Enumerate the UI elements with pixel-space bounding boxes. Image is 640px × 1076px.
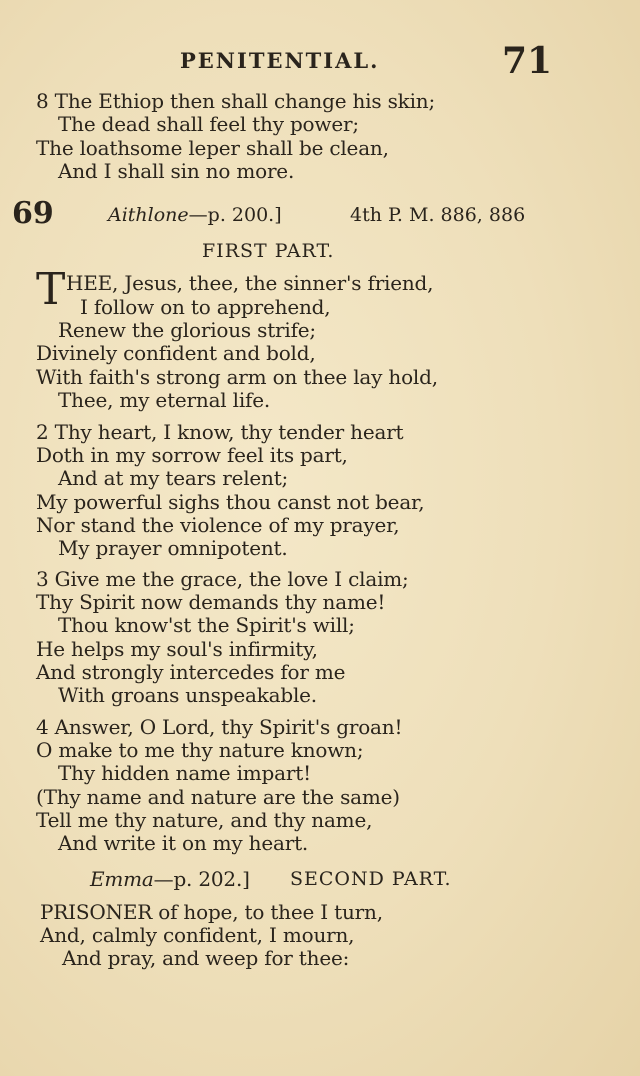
verse-line: O make to me thy nature known; — [36, 738, 364, 762]
verse-line: HEE, Jesus, thee, the sinner's friend, — [66, 271, 434, 295]
verse-line: And I shall sin no more. — [58, 159, 295, 183]
verse-line: With faith's strong arm on thee lay hold, — [36, 365, 438, 389]
verse-line: The loathsome leper shall be clean, — [36, 136, 389, 160]
verse-line: My powerful sighs thou canst not bear, — [36, 490, 425, 514]
hymn-number: 69 — [12, 196, 54, 231]
second-part-heading: SECOND PART. — [290, 868, 452, 890]
verse-line: 3 Give me the grace, the love I claim; — [36, 567, 409, 591]
verse-line: Doth in my sorrow feel its part, — [36, 443, 348, 467]
verse-line: Thee, my eternal life. — [58, 388, 271, 412]
verse-line: 4 Answer, O Lord, thy Spirit's groan! — [36, 715, 403, 739]
verse-line: And write it on my heart. — [58, 831, 309, 855]
verse-line: (Thy name and nature are the same) — [36, 785, 400, 809]
tune-page-ref: —p. 202.] — [153, 867, 250, 891]
tune-name: Aithlone — [108, 204, 189, 226]
meter: 4th P. M. 886, 886 — [350, 204, 526, 226]
tune-name: Emma — [90, 867, 154, 891]
running-header: PENITENTIAL. — [180, 48, 380, 73]
verse-line: Thy hidden name impart! — [58, 761, 311, 785]
verse-line: With groans unspeakable. — [58, 683, 317, 707]
verse-line: Tell me thy nature, and thy name, — [36, 808, 373, 832]
verse-line: Divinely confident and bold, — [36, 341, 316, 365]
verse-line: And strongly intercedes for me — [36, 660, 346, 684]
verse-line: Thy Spirit now demands thy name! — [36, 590, 386, 614]
verse-line: Thou know'st the Spirit's will; — [58, 613, 355, 637]
verse-line: I follow on to apprehend, — [80, 295, 331, 319]
verse-line: PRISONER of hope, to thee I turn, — [40, 900, 383, 924]
verse-line: The dead shall feel thy power; — [58, 112, 359, 136]
verse-line: And pray, and weep for thee: — [62, 946, 350, 970]
first-part-heading: FIRST PART. — [202, 240, 335, 262]
drop-cap: T — [36, 264, 66, 315]
verse-line: Renew the glorious strife; — [58, 318, 316, 342]
second-part-tune — [90, 868, 250, 891]
verse-line: And at my tears relent; — [58, 466, 289, 490]
verse-line: And, calmly confident, I mourn, — [40, 923, 355, 947]
verse-line: Nor stand the violence of my prayer, — [36, 513, 400, 537]
verse-line: 8 The Ethiop then shall change his skin; — [36, 89, 436, 113]
verse-line: 2 Thy heart, I know, thy tender heart — [36, 420, 404, 444]
page-number: 71 — [502, 40, 553, 82]
verse-line: My prayer omnipotent. — [58, 536, 288, 560]
verse-line: He helps my soul's infirmity, — [36, 637, 318, 661]
tune-page-ref: —p. 200.] — [188, 204, 282, 226]
tune-reference — [108, 204, 282, 226]
